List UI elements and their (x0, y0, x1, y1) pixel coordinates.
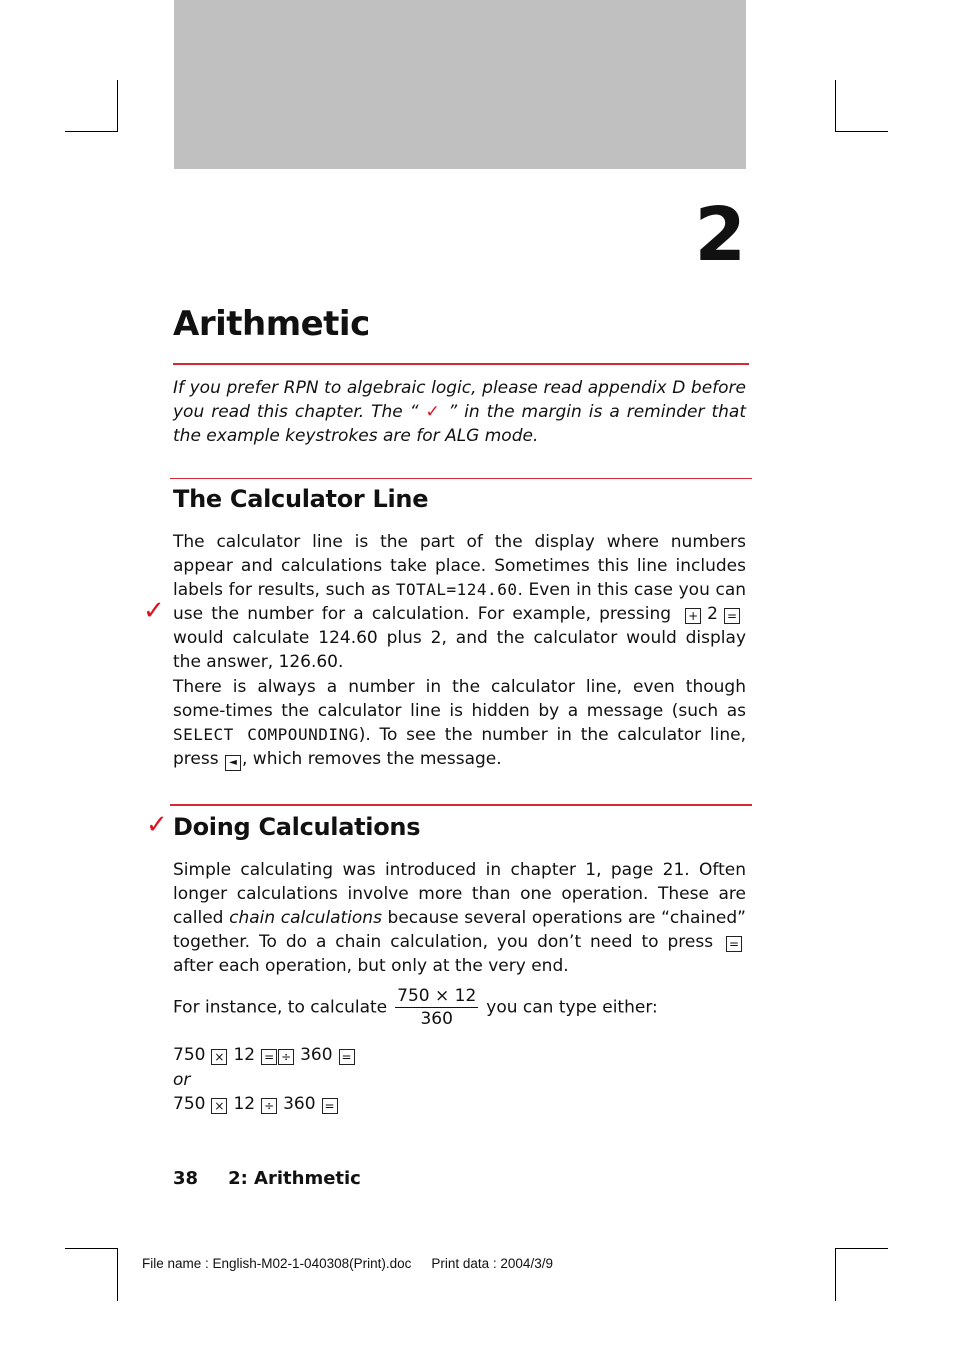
number-text: 360 (283, 1094, 316, 1114)
file-name: File name : English-M02-1-040308(Print).doc (142, 1256, 412, 1271)
plus-key-icon: + (685, 608, 701, 624)
doing-calculations-paragraph (173, 858, 746, 978)
crop-mark-bottom-right (835, 1248, 836, 1301)
crop-mark-top-left (65, 131, 118, 132)
number-text: 12 (233, 1094, 256, 1114)
body-text: For instance, to calculate (173, 997, 388, 1018)
chapter-number: 2 (694, 192, 746, 278)
title-rule (173, 363, 749, 365)
body-text: , which removes the message. (241, 749, 502, 769)
fraction-denominator: 360 (420, 1009, 453, 1029)
page-number: 38 (173, 1168, 199, 1189)
number-text: 12 (233, 1045, 256, 1065)
footer-chapter-label: 2: Arithmetic (228, 1168, 361, 1189)
print-date: Print data : 2004/3/9 (431, 1256, 553, 1271)
equals-key-icon: = (339, 1049, 355, 1065)
section-heading-calculator-line: The Calculator Line (173, 485, 429, 513)
intro-text: ” in the margin is a reminder that the example keystrokes are for ALG mode. (173, 402, 746, 446)
margin-check-icon: ✓ (143, 596, 165, 626)
chapter-title: Arithmetic (173, 304, 370, 344)
crop-mark-top-right (835, 131, 888, 132)
fraction-numerator: 750 × 12 (397, 986, 477, 1006)
equals-key-icon: = (261, 1049, 277, 1065)
divide-key-icon: ÷ (278, 1049, 294, 1065)
body-text: 2 (707, 604, 718, 624)
body-text: The calculator line is the part of the display where numbers appear and calculations take place. Sometimes this line includes labels for results, such as (173, 532, 746, 600)
calculator-line-paragraph-1 (173, 530, 746, 674)
body-text: ). To see the number in the calculator line, press (173, 725, 746, 769)
number-text: 750 (173, 1094, 206, 1114)
section-rule (170, 804, 752, 806)
crop-mark-bottom-right (835, 1248, 888, 1249)
keystroke-sequence-2 (173, 1092, 344, 1116)
multiply-key-icon: × (211, 1049, 227, 1065)
equals-key-icon: = (322, 1098, 338, 1114)
keystroke-sequence-1 (173, 1043, 361, 1067)
lcd-text: SELECT COMPOUNDING (173, 725, 359, 744)
crop-mark-bottom-left (65, 1248, 118, 1249)
check-icon: ✓ (425, 402, 442, 422)
emphasis-text: chain calculations (229, 908, 382, 928)
intro-text: If you prefer RPN to algebraic logic, please read appendix D before you read this chapter. The “ (173, 378, 746, 422)
fraction (395, 985, 478, 1030)
section-rule (170, 478, 752, 479)
calculator-line-paragraph-2 (173, 675, 746, 771)
body-text: you can type either: (486, 997, 658, 1018)
file-info (142, 1256, 553, 1271)
header-block (174, 0, 746, 169)
divide-key-icon: ÷ (261, 1098, 277, 1114)
number-text: 360 (300, 1045, 333, 1065)
body-text: because several operations are “chained” together. To do a chain calculation, you don’t need to press (173, 908, 746, 952)
body-text: would calculate 124.60 plus 2, and the calculator would display the answer, 126.60. (173, 628, 746, 672)
equals-key-icon: = (726, 936, 742, 952)
crop-mark-top-left (117, 80, 118, 132)
body-text: There is always a number in the calculator line, even though some-times the calculator line is hidden by a message (such as (173, 677, 746, 721)
section-heading-doing-calculations: Doing Calculations (173, 813, 421, 841)
body-text: after each operation, but only at the very end. (173, 956, 569, 976)
body-text: . Even in this case you can use the number for a calculation. For example, pressing (173, 580, 747, 624)
crop-mark-bottom-left (117, 1248, 118, 1301)
instance-line (173, 985, 658, 1030)
multiply-key-icon: × (211, 1098, 227, 1114)
lcd-text: TOTAL=124.60 (395, 580, 518, 599)
number-text: 750 (173, 1045, 206, 1065)
heading-check-icon: ✓ (146, 810, 168, 840)
intro-paragraph (173, 376, 746, 448)
page-footer (173, 1168, 361, 1189)
backspace-key-icon: ◄ (225, 755, 241, 771)
equals-key-icon: = (724, 608, 740, 624)
or-label: or (173, 1070, 191, 1090)
body-text: Simple calculating was introduced in chapter 1, page 21. Often longer calculations involve more than one operation. These are called (173, 860, 746, 928)
crop-mark-top-right (835, 80, 836, 132)
